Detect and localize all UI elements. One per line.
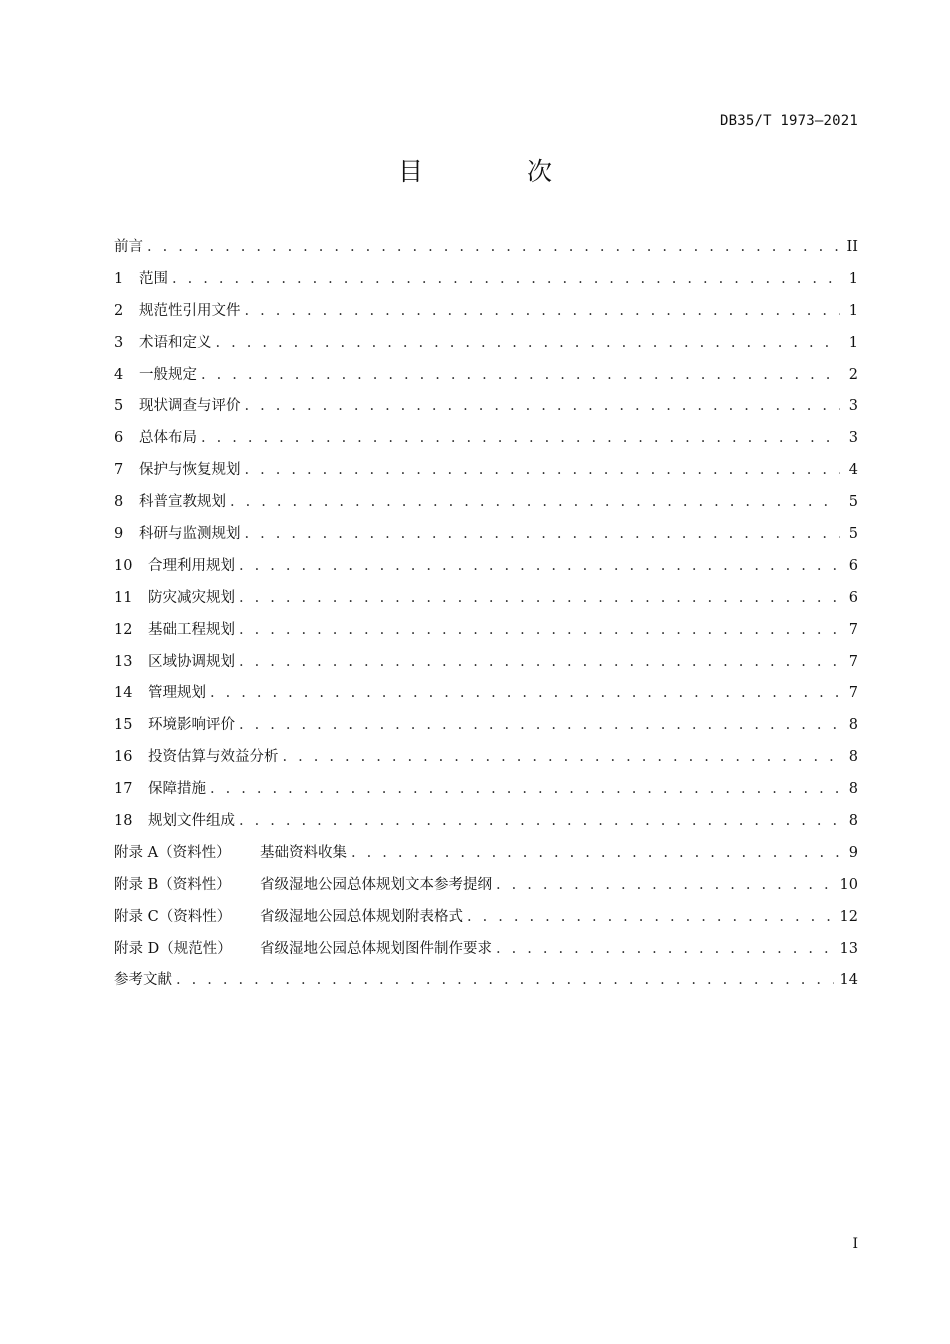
toc-entry-label: 科普宣教规划 — [139, 494, 226, 511]
toc-entry-11[interactable] — [114, 586, 858, 618]
toc-entry-12[interactable] — [114, 618, 858, 650]
toc-entry-page: 6 — [848, 557, 858, 574]
toc-entry-number: 12 — [114, 621, 133, 638]
toc-entry-page: 1 — [848, 302, 858, 319]
toc-leader-dots — [210, 685, 840, 701]
toc-entry-page: 8 — [848, 781, 858, 798]
toc-entry-page: 13 — [839, 940, 858, 957]
toc-entry-page: 10 — [839, 876, 858, 893]
toc-entry-10[interactable] — [114, 554, 858, 586]
toc-entry-label: 科研与监测规划 — [139, 526, 241, 543]
toc-entry-foreword[interactable] — [114, 235, 858, 267]
toc-leader-dots — [245, 462, 841, 478]
toc-leader-dots — [176, 972, 834, 988]
toc-entry-number: 8 — [114, 494, 124, 511]
toc-leader-dots — [351, 845, 840, 861]
toc-leader-dots — [245, 303, 841, 319]
toc-entry-label: 一般规定 — [139, 366, 197, 383]
toc-entry-2[interactable] — [114, 299, 858, 331]
toc-entry-8[interactable] — [114, 490, 858, 522]
toc-entry-number: 附录 D（规范性） — [114, 940, 232, 957]
toc-entry-page: 5 — [848, 526, 858, 543]
toc-entry-label: 环境影响评价 — [148, 717, 235, 734]
toc-entry-4[interactable] — [114, 363, 858, 395]
toc-leader-dots — [283, 749, 841, 765]
toc-entry-number: 3 — [114, 334, 124, 351]
toc-entry-number: 9 — [114, 526, 124, 543]
toc-entry-number: 14 — [114, 685, 133, 702]
toc-entry-label: 区域协调规划 — [148, 653, 235, 670]
toc-entry-page: 7 — [848, 653, 858, 670]
toc-leader-dots — [239, 558, 840, 574]
toc-entry-15[interactable] — [114, 713, 858, 745]
toc-entry-page: 3 — [848, 398, 858, 415]
toc-entry-label: 保障措施 — [148, 781, 206, 798]
toc-leader-dots — [496, 941, 834, 957]
toc-entry-label: 省级湿地公园总体规划附表格式 — [260, 908, 463, 925]
toc-entry-label: 规范性引用文件 — [139, 302, 241, 319]
toc-entry-page: 9 — [848, 844, 858, 861]
toc-entry-page: 7 — [848, 685, 858, 702]
toc-entry-page: 6 — [848, 589, 858, 606]
toc-entry-number: 16 — [114, 749, 133, 766]
toc-entry-appendix-a[interactable] — [114, 841, 858, 873]
toc-entry-label: 省级湿地公园总体规划图件制作要求 — [260, 940, 492, 957]
toc-entry-page: 4 — [848, 462, 858, 479]
toc-entry-number: 2 — [114, 302, 124, 319]
toc-leader-dots — [245, 526, 841, 542]
toc-entry-page: 2 — [848, 366, 858, 383]
toc-entry-label: 基础资料收集 — [260, 844, 347, 861]
toc-entry-number: 5 — [114, 398, 124, 415]
toc-entry-label: 投资估算与效益分析 — [148, 749, 279, 766]
toc-leader-dots — [496, 877, 834, 893]
toc-leader-dots — [201, 430, 840, 446]
toc-leader-dots — [172, 271, 840, 287]
toc-entry-1[interactable] — [114, 267, 858, 299]
toc-entry-3[interactable] — [114, 331, 858, 363]
toc-entry-label: 防灾减灾规划 — [148, 589, 235, 606]
toc-entry-9[interactable] — [114, 522, 858, 554]
toc-entry-page: 14 — [839, 972, 858, 989]
toc-leader-dots — [201, 367, 840, 383]
toc-entry-label: 合理利用规划 — [148, 557, 235, 574]
page-title: 目 次 — [398, 157, 600, 186]
toc-entry-6[interactable] — [114, 426, 858, 458]
toc-entry-14[interactable] — [114, 681, 858, 713]
toc-entry-number: 1 — [114, 270, 124, 287]
toc-entry-label: 现状调查与评价 — [139, 398, 241, 415]
toc-entry-number: 10 — [114, 557, 133, 574]
toc-leader-dots — [147, 239, 840, 255]
toc-entry-5[interactable] — [114, 394, 858, 426]
toc-entry-number: 6 — [114, 430, 124, 447]
toc-leader-dots — [467, 909, 834, 925]
toc-entry-references[interactable] — [114, 968, 858, 1000]
toc-entry-number: 7 — [114, 462, 124, 479]
toc-entry-label: 保护与恢复规划 — [139, 462, 241, 479]
toc-leader-dots — [239, 717, 840, 733]
toc-entry-label: 参考文献 — [114, 972, 172, 989]
standard-code: DB35/T 1973—2021 — [719, 113, 858, 129]
toc-entry-number: 11 — [114, 589, 133, 606]
toc-entry-number: 附录 A（资料性） — [114, 844, 231, 861]
toc-leader-dots — [239, 813, 840, 829]
toc-entry-page: 3 — [848, 430, 858, 447]
toc-leader-dots — [230, 494, 840, 510]
toc-entry-label: 范围 — [139, 270, 168, 287]
toc-entry-label: 基础工程规划 — [148, 621, 235, 638]
toc-entry-label: 前言 — [114, 239, 143, 255]
toc-entry-page: 7 — [848, 621, 858, 638]
toc-leader-dots — [216, 335, 841, 351]
toc-leader-dots — [239, 622, 840, 638]
toc-entry-18[interactable] — [114, 809, 858, 841]
toc-entry-number: 17 — [114, 781, 133, 798]
toc-entry-appendix-d[interactable] — [114, 937, 858, 969]
toc-entry-label: 规划文件组成 — [148, 813, 235, 830]
toc-entry-number: 15 — [114, 717, 133, 734]
page-number: I — [852, 1236, 858, 1252]
toc-entry-page: 5 — [848, 494, 858, 511]
toc-entry-number: 13 — [114, 653, 133, 670]
toc-entry-number: 附录 C（资料性） — [114, 908, 232, 925]
toc-leader-dots — [245, 398, 841, 414]
toc-entry-page: 8 — [848, 749, 858, 766]
toc-entry-appendix-b[interactable] — [114, 873, 858, 905]
toc-entry-appendix-c[interactable] — [114, 905, 858, 937]
table-of-contents — [114, 235, 858, 1000]
toc-entry-page: 8 — [848, 717, 858, 734]
toc-entry-label: 省级湿地公园总体规划文本参考提纲 — [260, 876, 492, 893]
toc-entry-number: 18 — [114, 813, 133, 830]
toc-entry-page: 1 — [848, 270, 858, 287]
toc-leader-dots — [210, 781, 840, 797]
toc-entry-13[interactable] — [114, 650, 858, 682]
toc-leader-dots — [239, 590, 840, 606]
toc-entry-page: 8 — [848, 813, 858, 830]
toc-entry-page: 1 — [848, 334, 858, 351]
toc-entry-7[interactable] — [114, 458, 858, 490]
toc-entry-number: 附录 B（资料性） — [114, 876, 231, 893]
toc-leader-dots — [239, 654, 840, 670]
toc-entry-page: 12 — [839, 908, 858, 925]
toc-entry-number: 4 — [114, 366, 124, 383]
toc-entry-page: II — [846, 239, 858, 255]
toc-entry-label: 总体布局 — [139, 430, 197, 447]
toc-entry-label: 术语和定义 — [139, 334, 212, 351]
toc-entry-16[interactable] — [114, 745, 858, 777]
toc-entry-17[interactable] — [114, 777, 858, 809]
toc-entry-label: 管理规划 — [148, 685, 206, 702]
